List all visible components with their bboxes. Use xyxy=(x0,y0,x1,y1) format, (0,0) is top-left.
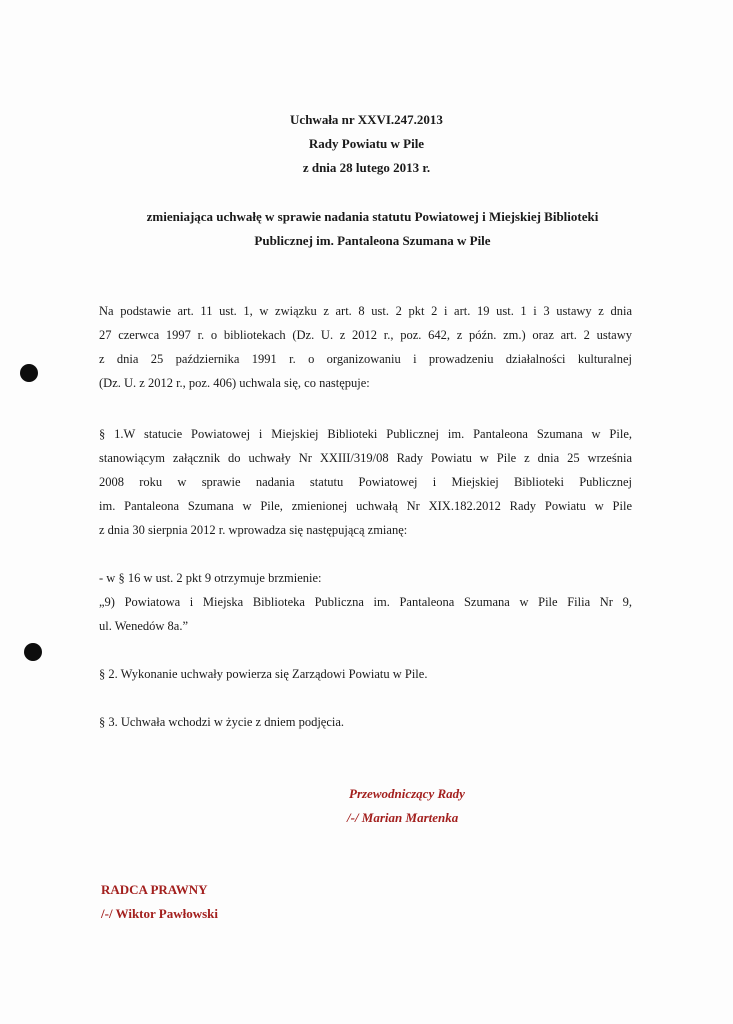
amendment-intro: - w § 16 w ust. 2 pkt 9 otrzymuje brzmienie: xyxy=(99,571,322,585)
section-1-line: § 1.W statucie Powiatowej i Miejskiej Biblioteki Publicznej im. Pantaleona Szumana w Pile, xyxy=(99,427,632,441)
legal-counsel-name: /-/ Wiktor Pawłowski xyxy=(101,906,219,921)
section-2-text: § 2. Wykonanie uchwały powierza się Zarządowi Powiatu w Pile. xyxy=(99,667,428,681)
preamble-line: (Dz. U. z 2012 r., poz. 406) uchwala się, co następuje: xyxy=(99,376,370,390)
section-1-line: im. Pantaleona Szumana w Pile, zmienionej uchwałą Nr XIX.182.2012 Rady Powiatu w Pile xyxy=(99,499,632,513)
legal-counsel-title: RADCA PRAWNY xyxy=(101,882,208,897)
resolution-date: z dnia 28 lutego 2013 r. xyxy=(302,160,431,175)
resolution-subject xyxy=(100,205,645,253)
preamble-line: 27 czerwca 1997 r. o bibliotekach (Dz. U. z 2012 r., poz. 642, z późn. zm.) oraz art. 2 ustawy xyxy=(99,328,632,342)
section-1-line: 2008 roku w sprawie nadania statutu Powiatowej i Miejskiej Biblioteki Publicznej xyxy=(99,475,632,489)
amendment-line: „9) Powiatowa i Miejska Biblioteka Publiczna im. Pantaleona Szumana w Pile Filia Nr 9, xyxy=(99,595,632,609)
section-1-line: z dnia 30 sierpnia 2012 r. wprowadza się następującą zmianę: xyxy=(99,523,408,537)
section-1-line: stanowiącym załącznik do uchwały Nr XXIII/319/08 Rady Powiatu w Pile z dnia 25 września xyxy=(99,451,632,465)
preamble-paragraph xyxy=(99,299,632,395)
chairman-name: /-/ Marian Martenka xyxy=(347,810,459,825)
section-3-text: § 3. Uchwała wchodzi w życie z dniem podjęcia. xyxy=(99,715,345,729)
section-1-paragraph xyxy=(99,422,632,542)
subject-line: zmieniająca uchwałę w sprawie nadania statutu Powiatowej i Miejskiej Biblioteki xyxy=(146,209,599,224)
amendment-line: ul. Wenedów 8a.” xyxy=(99,619,189,633)
council-name: Rady Powiatu w Pile xyxy=(308,136,425,151)
chairman-title: Przewodniczący Rady xyxy=(349,786,465,801)
punch-hole-bottom xyxy=(24,643,42,661)
preamble-line: z dnia 25 października 1991 r. o organizowaniu i prowadzeniu działalności kulturalnej xyxy=(99,352,632,366)
resolution-number: Uchwała nr XXVI.247.2013 xyxy=(290,112,443,127)
document-header xyxy=(0,108,733,180)
punch-hole-top xyxy=(20,364,38,382)
preamble-line: Na podstawie art. 11 ust. 1, w związku z art. 8 ust. 2 pkt 2 i art. 19 ust. 1 i 3 ustawy z dnia xyxy=(99,304,632,318)
subject-line: Publicznej im. Pantaleona Szumana w Pile xyxy=(254,233,491,248)
amendment-paragraph xyxy=(99,590,632,638)
